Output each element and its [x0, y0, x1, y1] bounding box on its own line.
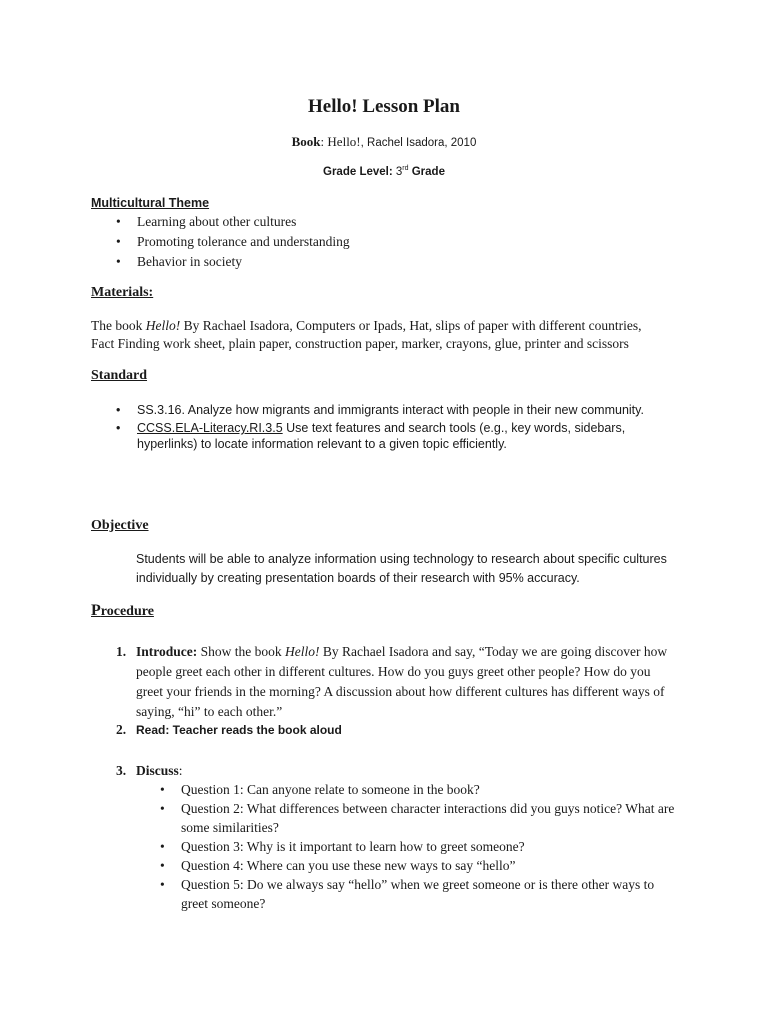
step-label: Discuss [136, 763, 179, 778]
objective-heading: Objective [91, 518, 149, 533]
book-author-year: , Rachel Isadora, 2010 [360, 137, 477, 149]
list-item: • Promoting tolerance and understanding [116, 232, 350, 252]
standard-heading: Standard [91, 368, 148, 383]
theme-heading: Multicultural Theme [91, 196, 210, 210]
materials-text: The book Hello! By Rachael Isadora, Computers or Ipads, Hat, slips of paper with different countries, Fact Finding work sheet, plain paper, construction paper, marker, crayons, glue, printer and scissors [91, 318, 642, 351]
procedure-step-1: 1. Introduce: Show the book Hello! By Rachael Isadora and say, “Today we are going discover how people greet each other in different cultures. How do you guys greet other people? How do you greet your friends in the morning? A discussion about how different cultures has different ways of saying, “hi” to each other.” [116, 644, 668, 719]
step-label: Read: [136, 723, 170, 737]
materials-book-title: Hello! [145, 318, 181, 333]
list-item: • Learning about other cultures [116, 212, 350, 232]
objective-text: Students will be able to analyze information using technology to research about specific cultures individually by creating presentation boards of their research with 95% accuracy. [136, 552, 667, 585]
materials-heading: Materials: [91, 285, 154, 300]
list-item: • Question 5: Do we always say “hello” when we greet someone or is there other ways to greet someone? [160, 875, 680, 913]
grade-line [0, 165, 768, 178]
theme-list [116, 212, 350, 272]
step-label: Introduce: [136, 644, 198, 659]
standard-list [116, 402, 676, 454]
standard-code-link[interactable]: CCSS.ELA-Literacy.RI.3.5 [137, 421, 283, 435]
list-item: • Question 4: Where can you use these new ways to say “hello” [160, 856, 680, 875]
procedure-step-2: 2. Read: Teacher reads the book aloud [116, 722, 342, 737]
discussion-questions [160, 780, 680, 913]
book-line: Book: Hello!, Rachel Isadora, 2010 [291, 134, 477, 149]
grade-number: 3 [395, 165, 403, 178]
book-title: Hello! [327, 134, 361, 149]
page-title: Hello! Lesson Plan [307, 96, 460, 117]
grade-word: Grade [411, 165, 445, 178]
step-book-title: Hello! [285, 644, 320, 659]
procedure-step-3: 3. Discuss: [116, 763, 183, 778]
book-label: Book [291, 134, 321, 149]
procedure-heading: Procedure [91, 602, 154, 619]
list-item: • Question 3: Why is it important to learn how to greet someone? [160, 837, 680, 856]
list-item: • Behavior in society [116, 252, 350, 272]
grade-suffix: rd [402, 165, 409, 172]
list-item: • SS.3.16. Analyze how migrants and immigrants interact with people in their new community. [116, 402, 676, 418]
grade-label: Grade Level: [323, 165, 393, 178]
list-item: • Question 1: Can anyone relate to someone in the book? [160, 780, 680, 799]
list-item: • Question 2: What differences between character interactions did you guys notice? What are some similarities? [160, 799, 680, 837]
list-item: • CCSS.ELA-Literacy.RI.3.5 Use text features and search tools (e.g., key words, sidebars, hyperlinks) to locate information relevant to a given topic efficiently. [116, 420, 676, 452]
